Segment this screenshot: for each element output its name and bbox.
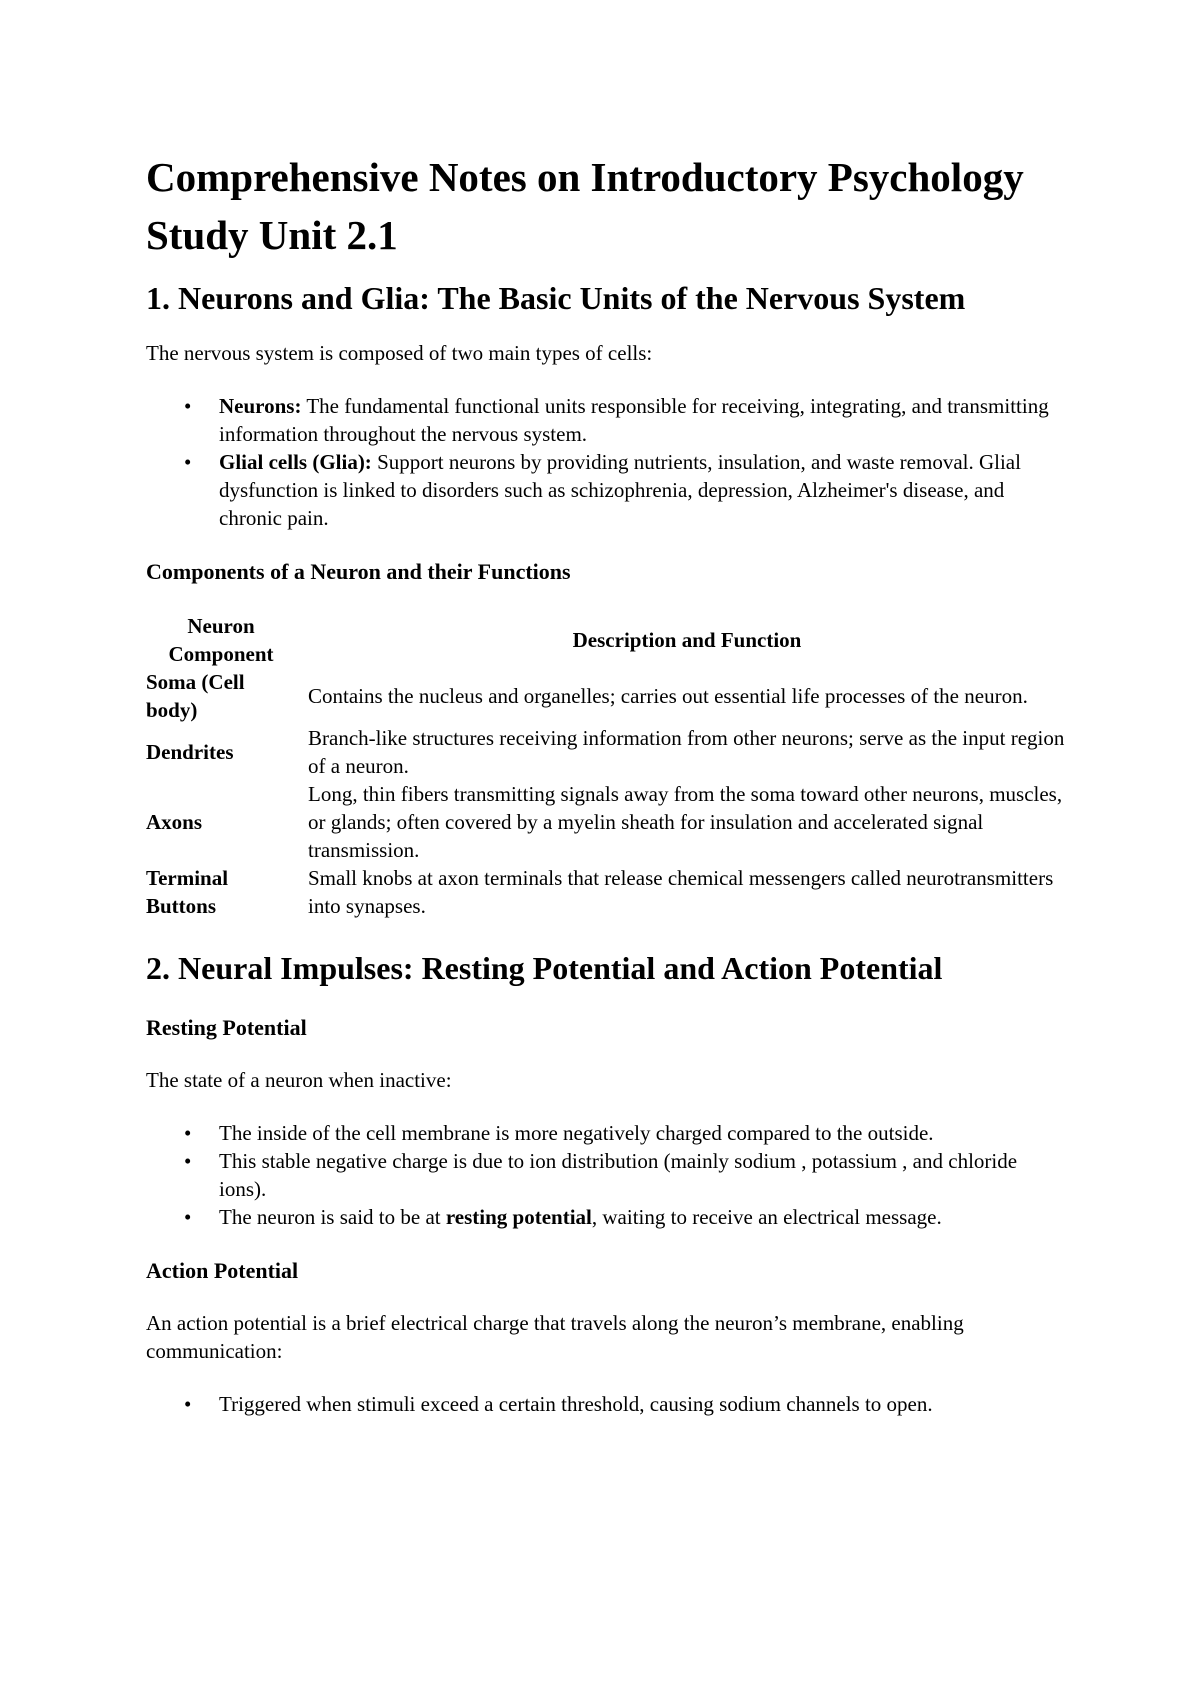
bullet-term: Neurons: bbox=[219, 394, 302, 418]
action-potential-heading: Action Potential bbox=[146, 1258, 299, 1283]
document-content bbox=[146, 148, 1066, 1418]
table-header-row bbox=[146, 612, 1066, 668]
description-cell: Small knobs at axon terminals that release chemical messengers called neurotransmitters into synapses. bbox=[308, 866, 1054, 918]
component-cell: Dendrites bbox=[146, 740, 234, 764]
bullet-icon: • bbox=[184, 1392, 192, 1416]
list-item bbox=[146, 1390, 1066, 1418]
column-header-description: Description and Function bbox=[572, 628, 802, 652]
table-row bbox=[146, 668, 1066, 724]
bullet-term: Glial cells (Glia): bbox=[219, 450, 372, 474]
description-cell: Branch-like structures receiving information from other neurons; serve as the input region of a neuron. bbox=[308, 726, 1065, 778]
component-cell: Axons bbox=[146, 810, 203, 834]
resting-potential-heading: Resting Potential bbox=[146, 1015, 307, 1040]
list-item bbox=[146, 1147, 1066, 1203]
section-1-bullet-list bbox=[146, 392, 1066, 532]
bullet-term: resting potential bbox=[445, 1205, 592, 1229]
component-cell: Terminal Buttons bbox=[146, 866, 229, 918]
list-item bbox=[146, 448, 1066, 532]
table-row bbox=[146, 864, 1066, 920]
bullet-text: This stable negative charge is due to ion distribution (mainly sodium , potassium , and chloride ions). bbox=[219, 1149, 1018, 1201]
action-potential-intro: An action potential is a brief electrical charge that travels along the neuron’s membrane, enabling communication: bbox=[146, 1311, 964, 1363]
bullet-text: The fundamental functional units responsible for receiving, integrating, and transmitting information throughout the nervous system. bbox=[219, 394, 1049, 446]
list-item bbox=[146, 1119, 1066, 1147]
section-1-heading: 1. Neurons and Glia: The Basic Units of the Nervous System bbox=[146, 280, 966, 316]
description-cell: Contains the nucleus and organelles; carries out essential life processes of the neuron. bbox=[308, 684, 1028, 708]
table-row bbox=[146, 780, 1066, 864]
action-potential-bullet-list bbox=[146, 1390, 1066, 1418]
list-item bbox=[146, 392, 1066, 448]
bullet-text: Support neurons by providing nutrients, insulation, and waste removal. Glial dysfunction is linked to disorders such as schizophrenia, depression, Alzheimer's disease, and chronic pain. bbox=[219, 450, 1021, 530]
resting-potential-bullet-list bbox=[146, 1119, 1066, 1231]
bullet-text: , waiting to receive an electrical message. bbox=[591, 1205, 942, 1229]
bullet-text: The neuron is said to be at bbox=[219, 1205, 446, 1229]
bullet-icon: • bbox=[184, 394, 192, 418]
bullet-icon: • bbox=[184, 1149, 192, 1173]
description-cell: Long, thin fibers transmitting signals away from the soma toward other neurons, muscles, or glands; often covered by a myelin sheath for insulation and accelerated signal transmission. bbox=[308, 782, 1063, 862]
section-2-heading: 2. Neural Impulses: Resting Potential and Action Potential bbox=[146, 950, 943, 986]
list-item bbox=[146, 1203, 1066, 1231]
bullet-icon: • bbox=[184, 1205, 192, 1229]
neuron-components-table bbox=[146, 612, 1066, 920]
component-cell: Soma (Cell body) bbox=[146, 670, 245, 722]
bullet-text: The inside of the cell membrane is more negatively charged compared to the outside. bbox=[219, 1121, 934, 1145]
document-title: Comprehensive Notes on Introductory Psychology Study Unit 2.1 bbox=[146, 154, 1024, 258]
bullet-text: Triggered when stimuli exceed a certain threshold, causing sodium channels to open. bbox=[219, 1392, 933, 1416]
bullet-icon: • bbox=[184, 450, 192, 474]
table-heading: Components of a Neuron and their Functions bbox=[146, 559, 571, 584]
section-1-intro: The nervous system is composed of two main types of cells: bbox=[146, 341, 653, 365]
bullet-icon: • bbox=[184, 1121, 192, 1145]
resting-potential-intro: The state of a neuron when inactive: bbox=[146, 1068, 452, 1092]
column-header-component: Neuron Component bbox=[168, 614, 274, 666]
table-row bbox=[146, 724, 1066, 780]
